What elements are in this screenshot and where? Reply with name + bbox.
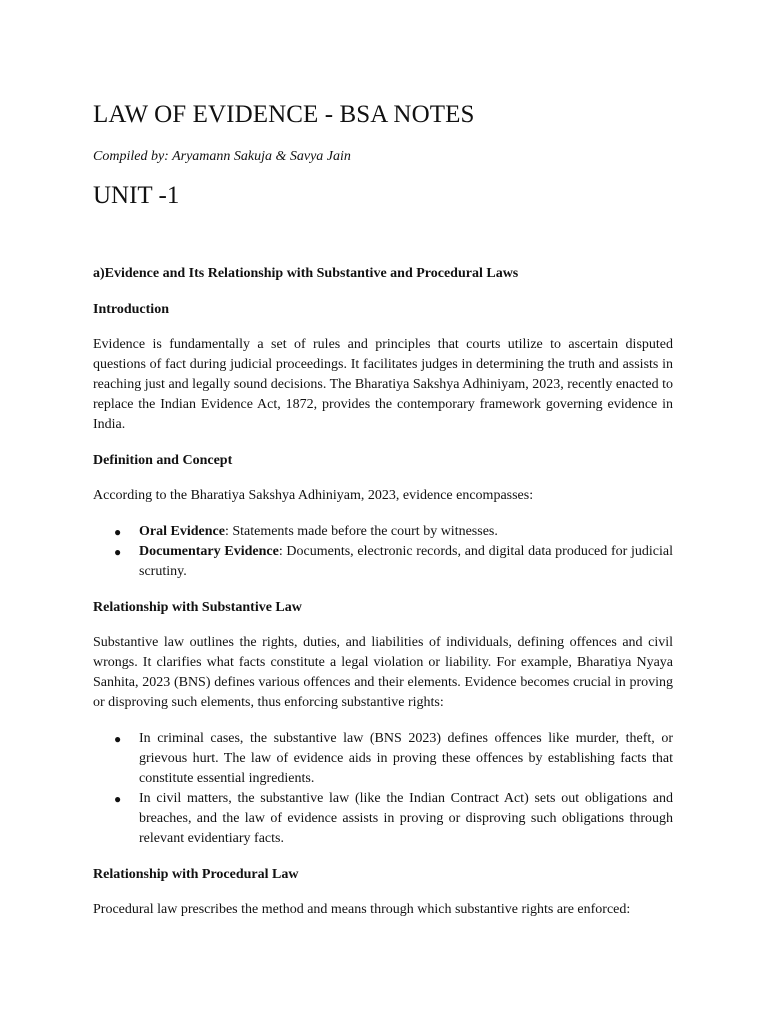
bullet-icon: ● xyxy=(114,525,122,539)
definition-paragraph: According to the Bharatiya Sakshya Adhiniyam, 2023, evidence encompasses: xyxy=(93,488,534,503)
bullet-icon: ● xyxy=(114,732,122,746)
document-body xyxy=(93,264,673,920)
procedural-heading: Relationship with Procedural Law xyxy=(93,867,299,882)
list-item-criminal-cases xyxy=(93,729,673,789)
procedural-paragraph: Procedural law prescribes the method and means through which substantive rights are enforced: xyxy=(93,902,631,917)
bullet-description: : Statements made before the court by witnesses. xyxy=(224,524,498,539)
bullet-text: In civil matters, the substantive law (like the Indian Contract Act) sets out obligations and breaches, and the law of evidence assists in proving or disproving such obligations through relevant evidentiary facts. xyxy=(139,791,673,846)
bullet-icon: ● xyxy=(114,545,122,559)
substantive-list xyxy=(93,729,673,849)
list-item-civil-matters xyxy=(93,789,673,849)
list-item-oral-evidence xyxy=(93,522,673,542)
list-item-documentary-evidence xyxy=(93,542,673,582)
definition-heading: Definition and Concept xyxy=(93,453,233,468)
substantive-heading: Relationship with Substantive Law xyxy=(93,600,302,615)
section-a-heading: a)Evidence and Its Relationship with Substantive and Procedural Laws xyxy=(93,266,519,281)
compiled-by: Compiled by: Aryamann Sakuja & Savya Jain xyxy=(93,149,351,164)
introduction-paragraph: Evidence is fundamentally a set of rules and principles that courts utilize to ascertain disputed questions of fact during judicial proceedings. It facilitates judges in determining the truth and assists in reaching just and legally sound decisions. The Bharatiya Sakshya Adhiniyam, 2023, recently enacted to replace the Indian Evidence Act, 1872, provides the contemporary framework governing evidence in India. xyxy=(93,337,673,432)
substantive-paragraph: Substantive law outlines the rights, duties, and liabilities of individuals, defining offences and civil wrongs. It clarifies what facts constitute a legal violation or liability. For example, Bharatiya Nyaya Sanhita, 2023 (BNS) defines various offences and their elements. Evidence becomes crucial in proving or disproving such elements, thus enforcing substantive rights: xyxy=(93,635,673,710)
bullet-text: In criminal cases, the substantive law (BNS 2023) defines offences like murder, theft, or grievous hurt. The law of evidence aids in proving these offences by establishing facts that constitute essential ingredients. xyxy=(139,731,673,786)
introduction-heading: Introduction xyxy=(93,302,169,317)
bullet-term: Oral Evidence xyxy=(139,524,225,539)
unit-title: UNIT -1 xyxy=(93,182,180,209)
bullet-icon: ● xyxy=(114,792,122,806)
evidence-types-list xyxy=(93,522,673,582)
bullet-term: Documentary Evidence xyxy=(139,544,279,559)
document-title: LAW OF EVIDENCE - BSA NOTES xyxy=(93,101,475,128)
bullet-description: : Documents, electronic records, and digital data produced for judicial scrutiny. xyxy=(139,544,673,579)
